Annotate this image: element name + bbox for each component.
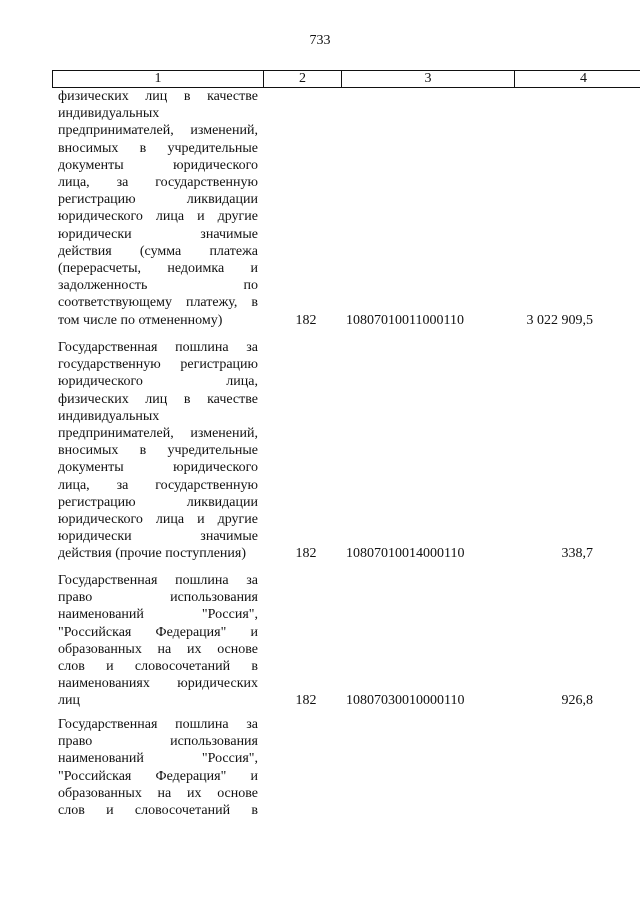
description-line: право использования — [58, 734, 258, 750]
description-line: регистрацию ликвидации — [58, 192, 258, 208]
description-line: юридически значимые — [58, 226, 258, 242]
description-line: образованных на их основе — [58, 785, 258, 801]
row-description — [58, 572, 258, 710]
column-header-4: 4 — [580, 71, 587, 86]
description-line: юридически значимые — [58, 529, 258, 545]
column-header-3: 3 — [342, 71, 515, 87]
description-line: индивидуальных — [58, 408, 160, 424]
description-line: слов и словосочетаний в — [58, 803, 258, 819]
budget-classification-code: 10807010011000110 — [346, 313, 464, 328]
description-line: том числе по отмененному) — [58, 312, 223, 328]
description-line: соответствующему платежу, в — [58, 295, 258, 311]
description-line: юридического лица и другие — [58, 512, 258, 528]
amount-value: 338,7 — [561, 546, 593, 561]
description-line: вносимых в учредительные — [58, 140, 258, 156]
row-description — [58, 88, 258, 329]
amount-value: 926,8 — [561, 693, 593, 708]
budget-classification-code: 10807010014000110 — [346, 546, 465, 561]
description-line: вносимых в учредительные — [58, 443, 258, 459]
description-line: физических лиц в качестве — [58, 391, 258, 407]
description-line: "Российская Федерация" и — [58, 624, 258, 640]
description-line: Государственная пошлина за — [58, 340, 258, 355]
description-line: документы юридического — [58, 460, 258, 476]
table-header — [52, 70, 640, 88]
description-line: наименований "Россия", — [58, 751, 258, 767]
description-line: действия (сумма платежа — [58, 243, 258, 259]
description-line: задолженность по — [58, 278, 258, 294]
admin-code: 182 — [295, 693, 317, 708]
description-line: образованных на их основе — [58, 641, 258, 657]
admin-code: 182 — [295, 546, 317, 561]
description-line: предпринимателей, изменений, — [58, 426, 258, 442]
description-line: юридического лица, — [58, 374, 258, 390]
description-line: лица, за государственную — [58, 477, 258, 493]
description-line: документы юридического — [58, 157, 258, 173]
description-line: наименований "Россия", — [58, 607, 258, 623]
row-description — [58, 339, 258, 563]
description-line: (перерасчеты, недоимка и — [58, 261, 258, 277]
row-description — [58, 716, 258, 819]
description-line: действия (прочие поступления) — [58, 546, 247, 562]
column-header-2: 2 — [264, 71, 342, 87]
description-line: регистрацию ликвидации — [58, 494, 258, 510]
description-line: "Российская Федерация" и — [58, 768, 258, 784]
amount-value: 3 022 909,5 — [526, 313, 593, 328]
column-header-1: 1 — [53, 71, 264, 87]
description-line: юридического лица и другие — [58, 209, 258, 225]
description-line: лиц — [58, 693, 80, 709]
budget-classification-code: 10807030010000110 — [346, 693, 465, 708]
page-number: 733 — [309, 33, 331, 48]
description-line: наименованиях юридических — [58, 676, 258, 692]
admin-code: 182 — [295, 313, 317, 328]
description-line: лица, за государственную — [58, 175, 258, 191]
description-line: слов и словосочетаний в — [58, 659, 258, 675]
description-line: право использования — [58, 590, 258, 606]
description-line: индивидуальных — [58, 106, 160, 122]
description-line: физических лиц в качестве — [58, 89, 258, 104]
description-line: Государственная пошлина за — [58, 717, 258, 732]
description-line: Государственная пошлина за — [58, 573, 258, 588]
description-line: государственную регистрацию — [58, 357, 258, 373]
description-line: предпринимателей, изменений, — [58, 123, 258, 139]
